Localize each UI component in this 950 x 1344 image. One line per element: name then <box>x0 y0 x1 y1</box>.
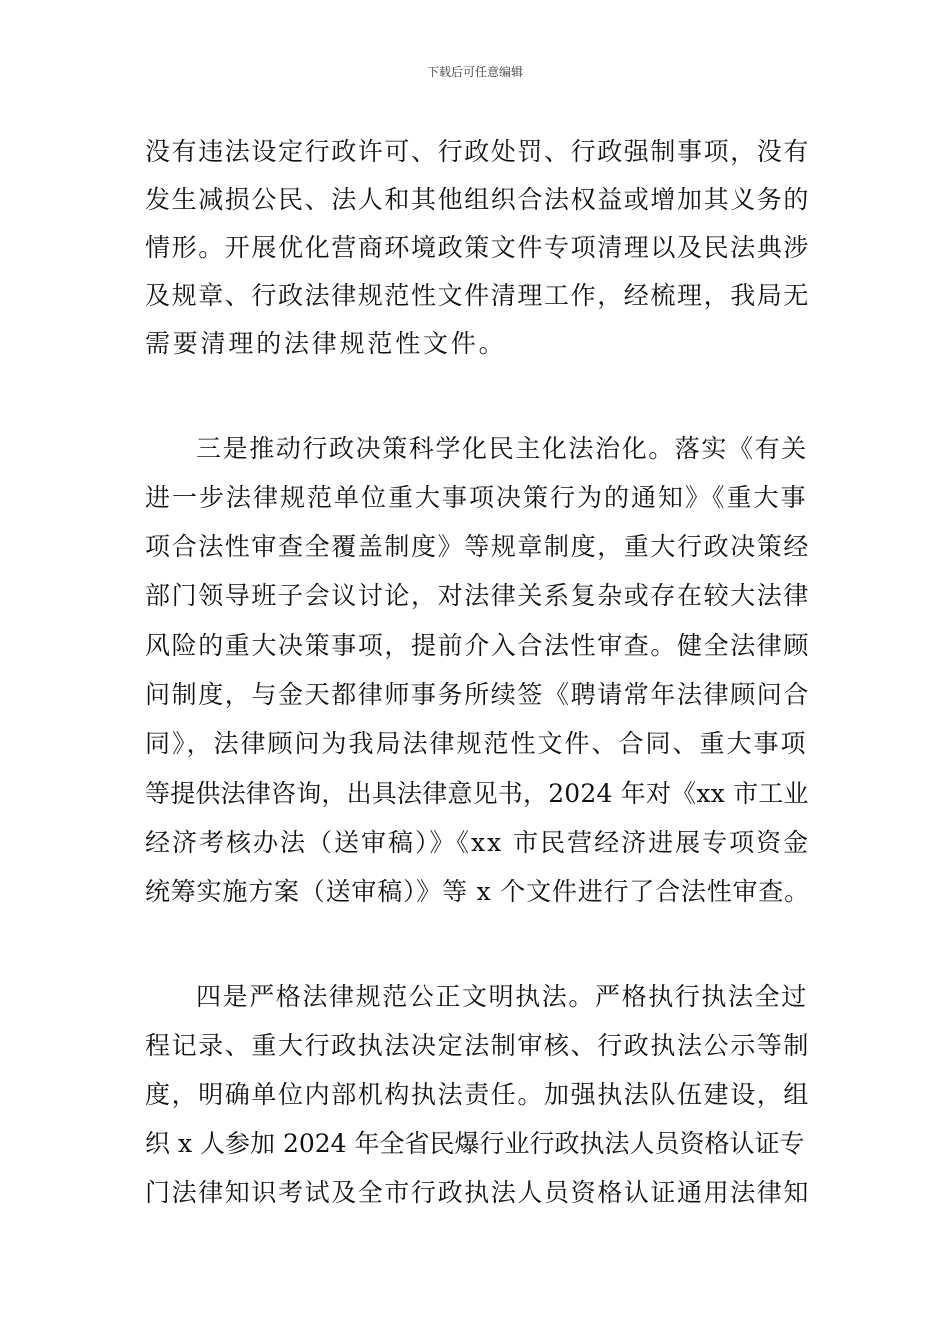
text-line: 部门领导班子会议讨论，对法律关系复杂或存在较大法律 <box>145 581 811 610</box>
text-line: 统筹实施方案（送审稿）》等 x 个文件进行了合法性审查。 <box>145 877 810 906</box>
text-line: 织 x 人参加 2024 年全省民爆行业行政执法人员资格认证专 <box>145 1129 805 1158</box>
text-line: 程记录、重大行政执法决定法制审核、行政执法公示等制 <box>145 1031 811 1060</box>
text-line: 发生减损公民、法人和其他组织合法权益或增加其义务的 <box>145 185 811 214</box>
text-line: 三是推动行政决策科学化民主化法治化。落实《有关 <box>196 434 808 463</box>
text-line: 问制度，与金天都律师事务所续签《聘请常年法律顾问合 <box>145 680 811 709</box>
text-line: 四是严格法律规范公正文明执法。严格执行执法全过 <box>196 982 808 1011</box>
text-line: 及规章、行政法律规范性文件清理工作，经梳理，我局无 <box>145 281 811 310</box>
page-header: 下载后可任意编辑 <box>426 65 523 79</box>
text-line: 需要清理的法律规范性文件。 <box>145 329 507 358</box>
text-line: 经济考核办法（送审稿）》《xx 市民营经济进展专项资金 <box>145 828 811 857</box>
text-line: 等提供法律咨询，出具法律意见书，2024 年对《xx 市工业 <box>145 779 809 808</box>
text-line: 同》，法律顾问为我局法律规范性文件、合同、重大事项 <box>145 729 808 758</box>
text-line: 风险的重大决策事项，提前介入合法性审查。健全法律顾 <box>145 631 811 660</box>
text-line: 没有违法设定行政许可、行政处罚、行政强制事项，没有 <box>145 137 811 166</box>
text-line: 进一步法律规范单位重大事项决策行为的通知》《重大事 <box>145 483 808 512</box>
text-line: 度，明确单位内部机构执法责任。加强执法队伍建设，组 <box>145 1080 811 1109</box>
text-line: 门法律知识考试及全市行政执法人员资格认证通用法律知 <box>145 1178 811 1207</box>
text-line: 情形。开展优化营商环境政策文件专项清理以及民法典涉 <box>145 233 811 262</box>
text-line: 项合法性审查全覆盖制度》等规章制度，重大行政决策经 <box>145 532 811 561</box>
